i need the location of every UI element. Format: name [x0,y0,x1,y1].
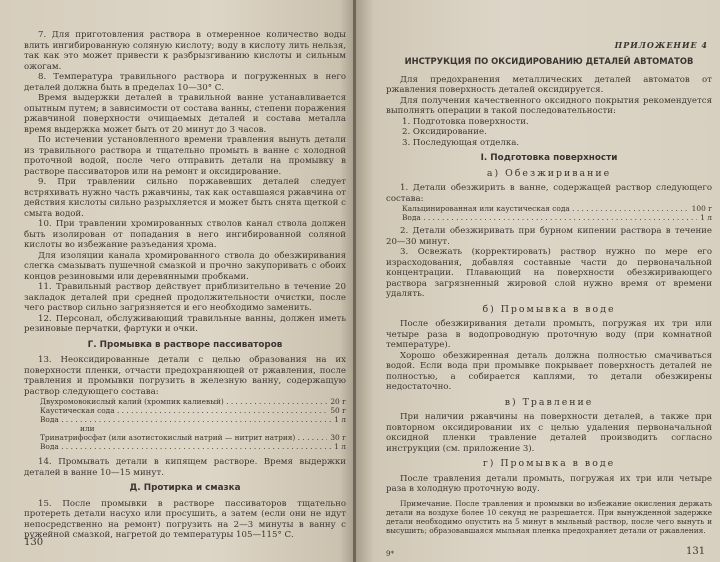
recipe-row [40,406,346,415]
paragraph-12: 12. Персонал, обслуживающий травильные ванны, должен иметь резиновые перчатки, фартуки и очки. [24,313,346,334]
subheading-v: в) Травление [504,396,594,408]
recipe-name: Двухромовокислый калий (хромпик калиевый) . . . [40,397,327,406]
left-text-column [24,30,346,541]
recipe-value: 1 л [334,415,346,424]
recipe-name: Вода . . . [40,415,331,424]
paragraph-8b: По истечении установленного времени травления вынуть детали из травильного раствора и тщательно промыть в ванне с холодной проточной водой, после чего отправить детали на промывку в растворе пассиваторов или на ремонт и оксидирование. [24,135,346,177]
recipe-alternative: или [80,424,95,433]
step-item: 1. Подготовка поверхности. [402,116,529,127]
note: Примечание. После травления и промывки во избежание окисления держать детали на воздухе более 10 секунд не разрешается. При вынужденной задержке детали необходимо опустить на 5 минут в мыльный раствор, после чего вынуть и высушить; образовавшаяся мыльная пленка предохраняет детали от ржавления. [386,498,712,535]
recipe-value: 50 г [330,406,346,415]
recipe-row [40,442,346,451]
step-item: 2. Оксидирование. [402,127,487,137]
recipe-value: 30 г [330,433,346,442]
paragraph-7: 7. Для приготовления раствора в отмеренное количество воды влить ингибированную соляную кислоту; воду в кислоту лить нельзя, так как это может привести к разбрызгиванию кислоты и сильным ожогам. [24,30,346,72]
recipe-name: Тринатрифосфат (или азотистокислый натрий — нитрит натрия) . . . [40,433,327,442]
paragraph-r2: 2. Детали обезжиривать при бурном кипении раствора в течение 20—30 минут. [386,226,712,247]
signature-mark: 9* [386,550,394,558]
recipe-value: 20 г [330,397,346,406]
paragraph-8: 8. Температура травильного раствора и погруженных в него деталей должна быть в пределах 10—30° С. [24,72,346,93]
recipe-value: 100 г [691,204,712,213]
instruction-title: ИНСТРУКЦИЯ ПО ОКСИДИРОВАНИЮ ДЕТАЛЕЙ АВТОМАТОВ [404,56,694,66]
intro-1: Для предохранения металлических деталей автоматов от ржавления поверхность деталей оксидируется. [386,74,712,95]
paragraph-11: 11. Травильный раствор действует приблизительно в течение 20 закладок деталей при средней продолжительности очистки, после чего раствор сильно загрязняется и его необходимо заменить. [24,282,346,313]
paragraph-10: 10. При травлении хромированных стволов канал ствола должен быть изолирован от попадания в него ингибированной соляной кислоты во избежание разъедания хрома. [24,219,346,250]
recipe-row [40,415,346,424]
right-text-column [386,56,712,535]
paragraph-13: 13. Неокcидированные детали с целью образования на их поверхности пленки, отчасти предохраняющей от ржавления, после травления и промывки погрузить в железную ванну, содержащую раствор следующего состава: [24,355,346,397]
page-number-right: 131 [686,546,706,557]
subheading-a: а) Обезжиривание [486,167,612,179]
page-number-left: 130 [24,537,44,548]
step-item: 3. Последующая отделка. [402,137,520,148]
heading-1: I. Подготовка поверхности [480,153,618,163]
subheading-g: г) Промывка в воде [482,458,616,469]
paragraph-9: 9. При травлении сильно поржавевших деталей следует встряхивать нужно часть ржавчины, так как оставшаяся ржавчина от действия кислоты сильно разрыхляется и может быть снята щеткой с смыта водой. [24,177,347,219]
right-page [356,0,720,562]
subheading-b: б) Промывка в воде [482,303,616,315]
paragraph-r1: 1. Детали обезжирить в ванне, содержащей раствор следующего состава: [386,183,712,204]
intro-2: Для получения качественного оксидного покрытия рекомендуется выполнять операции в такой последовательности: [386,95,712,116]
paragraph-r6: При наличии ржавчины на поверхности деталей, а также при повторном оксидировании их с целью удаления первоначальной оксидной пленки травление деталей производить согласно инструкции (см. приложение 3). [386,412,712,454]
left-page [0,0,354,562]
recipe-value: 1 л [700,213,712,222]
recipe-name: Вода . . . [402,213,697,222]
heading-d: Д. Протирка и смазка [129,483,241,493]
paragraph-r7: После травления детали промыть, погружая их три или четыре раза в холодную проточную воду. [386,473,712,494]
paragraph-r5: Хорошо обезжиренная деталь должна полностью смачиваться водой. Если вода при промывке покрывает поверхность деталей не полностью, а собирается каплями, то детали обезжирены недостаточно. [386,350,712,392]
paragraph-10a: Для изоляции канала хромированного ствола до обезжиривания слегка смазывать пушечной смазкой и прочно закупоривать с обоих концов резиновыми или деревянными пробками. [24,250,346,282]
appendix-label: ПРИЛОЖЕНИЕ 4 [614,40,708,50]
recipe-row [402,204,712,213]
paragraph-14: 14. Промывать детали в кипящем растворе. Время выдержки деталей в ванне 10—15 минут. [24,457,346,478]
paragraph-15: 15. После промывки в растворе пассиваторов тщательно протереть детали насухо или просушить, а затем (если они не идут непосредственно на ремонт) погрузить на 2—3 минуты в ванну с ружейной смазкой, нагретой до температуры 105—115° С. [24,498,346,540]
recipe-row [40,397,346,406]
paragraph-r4: После обезжиривания детали промыть, погружая их три или четыре раза в водопроводную проточную воду (при комнатной температуре). [386,319,712,350]
recipe-name: Каустическая сода . . . [40,406,327,415]
paragraph-r3: 3. Освежать (корректировать) раствор нужно по мере его израсходования, добавляя составные части до первоначальной концентрации. Плавающий на поверхности обезжиривающего раствора загрязненный жировой слой нужно время от времени удалять. [386,247,712,299]
paragraph-8a: Время выдержки деталей в травильной ванне устанавливается опытным путем; в зависимости от состава ванны, степени поражения ржавчиной поверхности очищаемых деталей и состава металла время выдержка может быть от 20 минут до 3 часов. [24,93,346,135]
recipe-row [402,213,712,222]
recipe-value: 1 л [334,442,346,451]
recipe-name: Кальцинированная или каустическая сода . . . [402,204,689,213]
heading-g: Г. Промывка в растворе пассиваторов [87,339,283,350]
recipe-name: Вода . . . [40,442,331,451]
recipe-row [40,433,346,442]
